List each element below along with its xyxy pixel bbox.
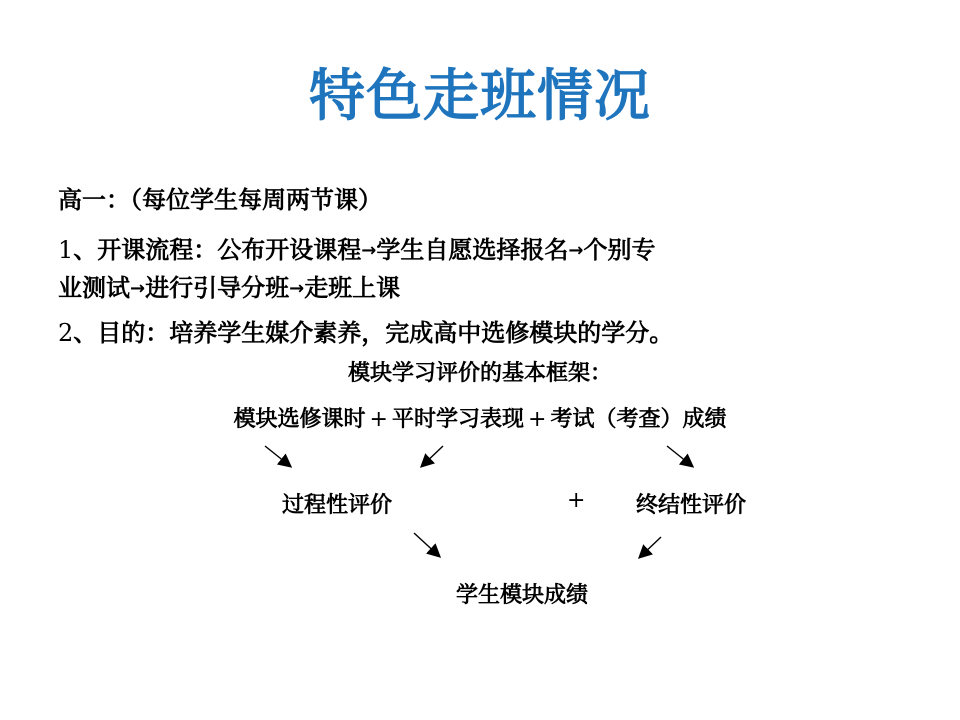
step-test-rest: 业测试 [58,274,130,302]
item2-number: 2 [58,319,74,347]
grade-note: （每位学生每周两节课） [130,186,382,214]
arrow-right-icon: → [361,240,377,261]
arrow-exam-to-summative [667,446,692,466]
formula-performance: 平时学习表现 [391,407,524,432]
formula-hours: 模块选修课时 [233,407,366,432]
framework-heading: 模块学习评价的基本框架： [347,361,612,386]
arrow-process-to-result [414,533,439,556]
arrow-performance-to-process [422,446,443,466]
step-signup: 学生自愿选择报名 [376,236,569,264]
module-score: 学生模块成绩 [456,583,589,608]
grade-label: 高一： [58,186,130,214]
item2-text: 培养学生媒介素养，完成高中选修模块的学分。 [169,319,674,347]
formula-exam: 考试（考查）成绩 [550,407,727,432]
arrow-right-icon: → [289,278,305,299]
step-publish: 公布开设课程 [217,236,362,264]
summative-evaluation: 终结性评价 [636,493,747,518]
slide-title: 特色走班情况 [309,64,651,129]
item2-heading: 、目的： [73,319,170,347]
step-attend: 走班上课 [304,274,401,302]
arrow-summative-to-result [640,537,661,557]
arrow-hours-to-process [265,446,290,466]
evaluation-plus: + [567,488,586,513]
item1-number: 1 [58,236,74,264]
step-assign: 进行引导分班 [145,274,290,302]
formula-plus: + [528,407,547,432]
formula-plus: + [369,407,388,432]
arrow-right-icon: → [130,278,146,299]
arrow-right-icon: → [568,240,584,261]
process-evaluation: 过程性评价 [282,493,393,518]
item1-heading: 、开课流程： [73,236,218,264]
step-test-part: 个别专 [583,236,656,264]
